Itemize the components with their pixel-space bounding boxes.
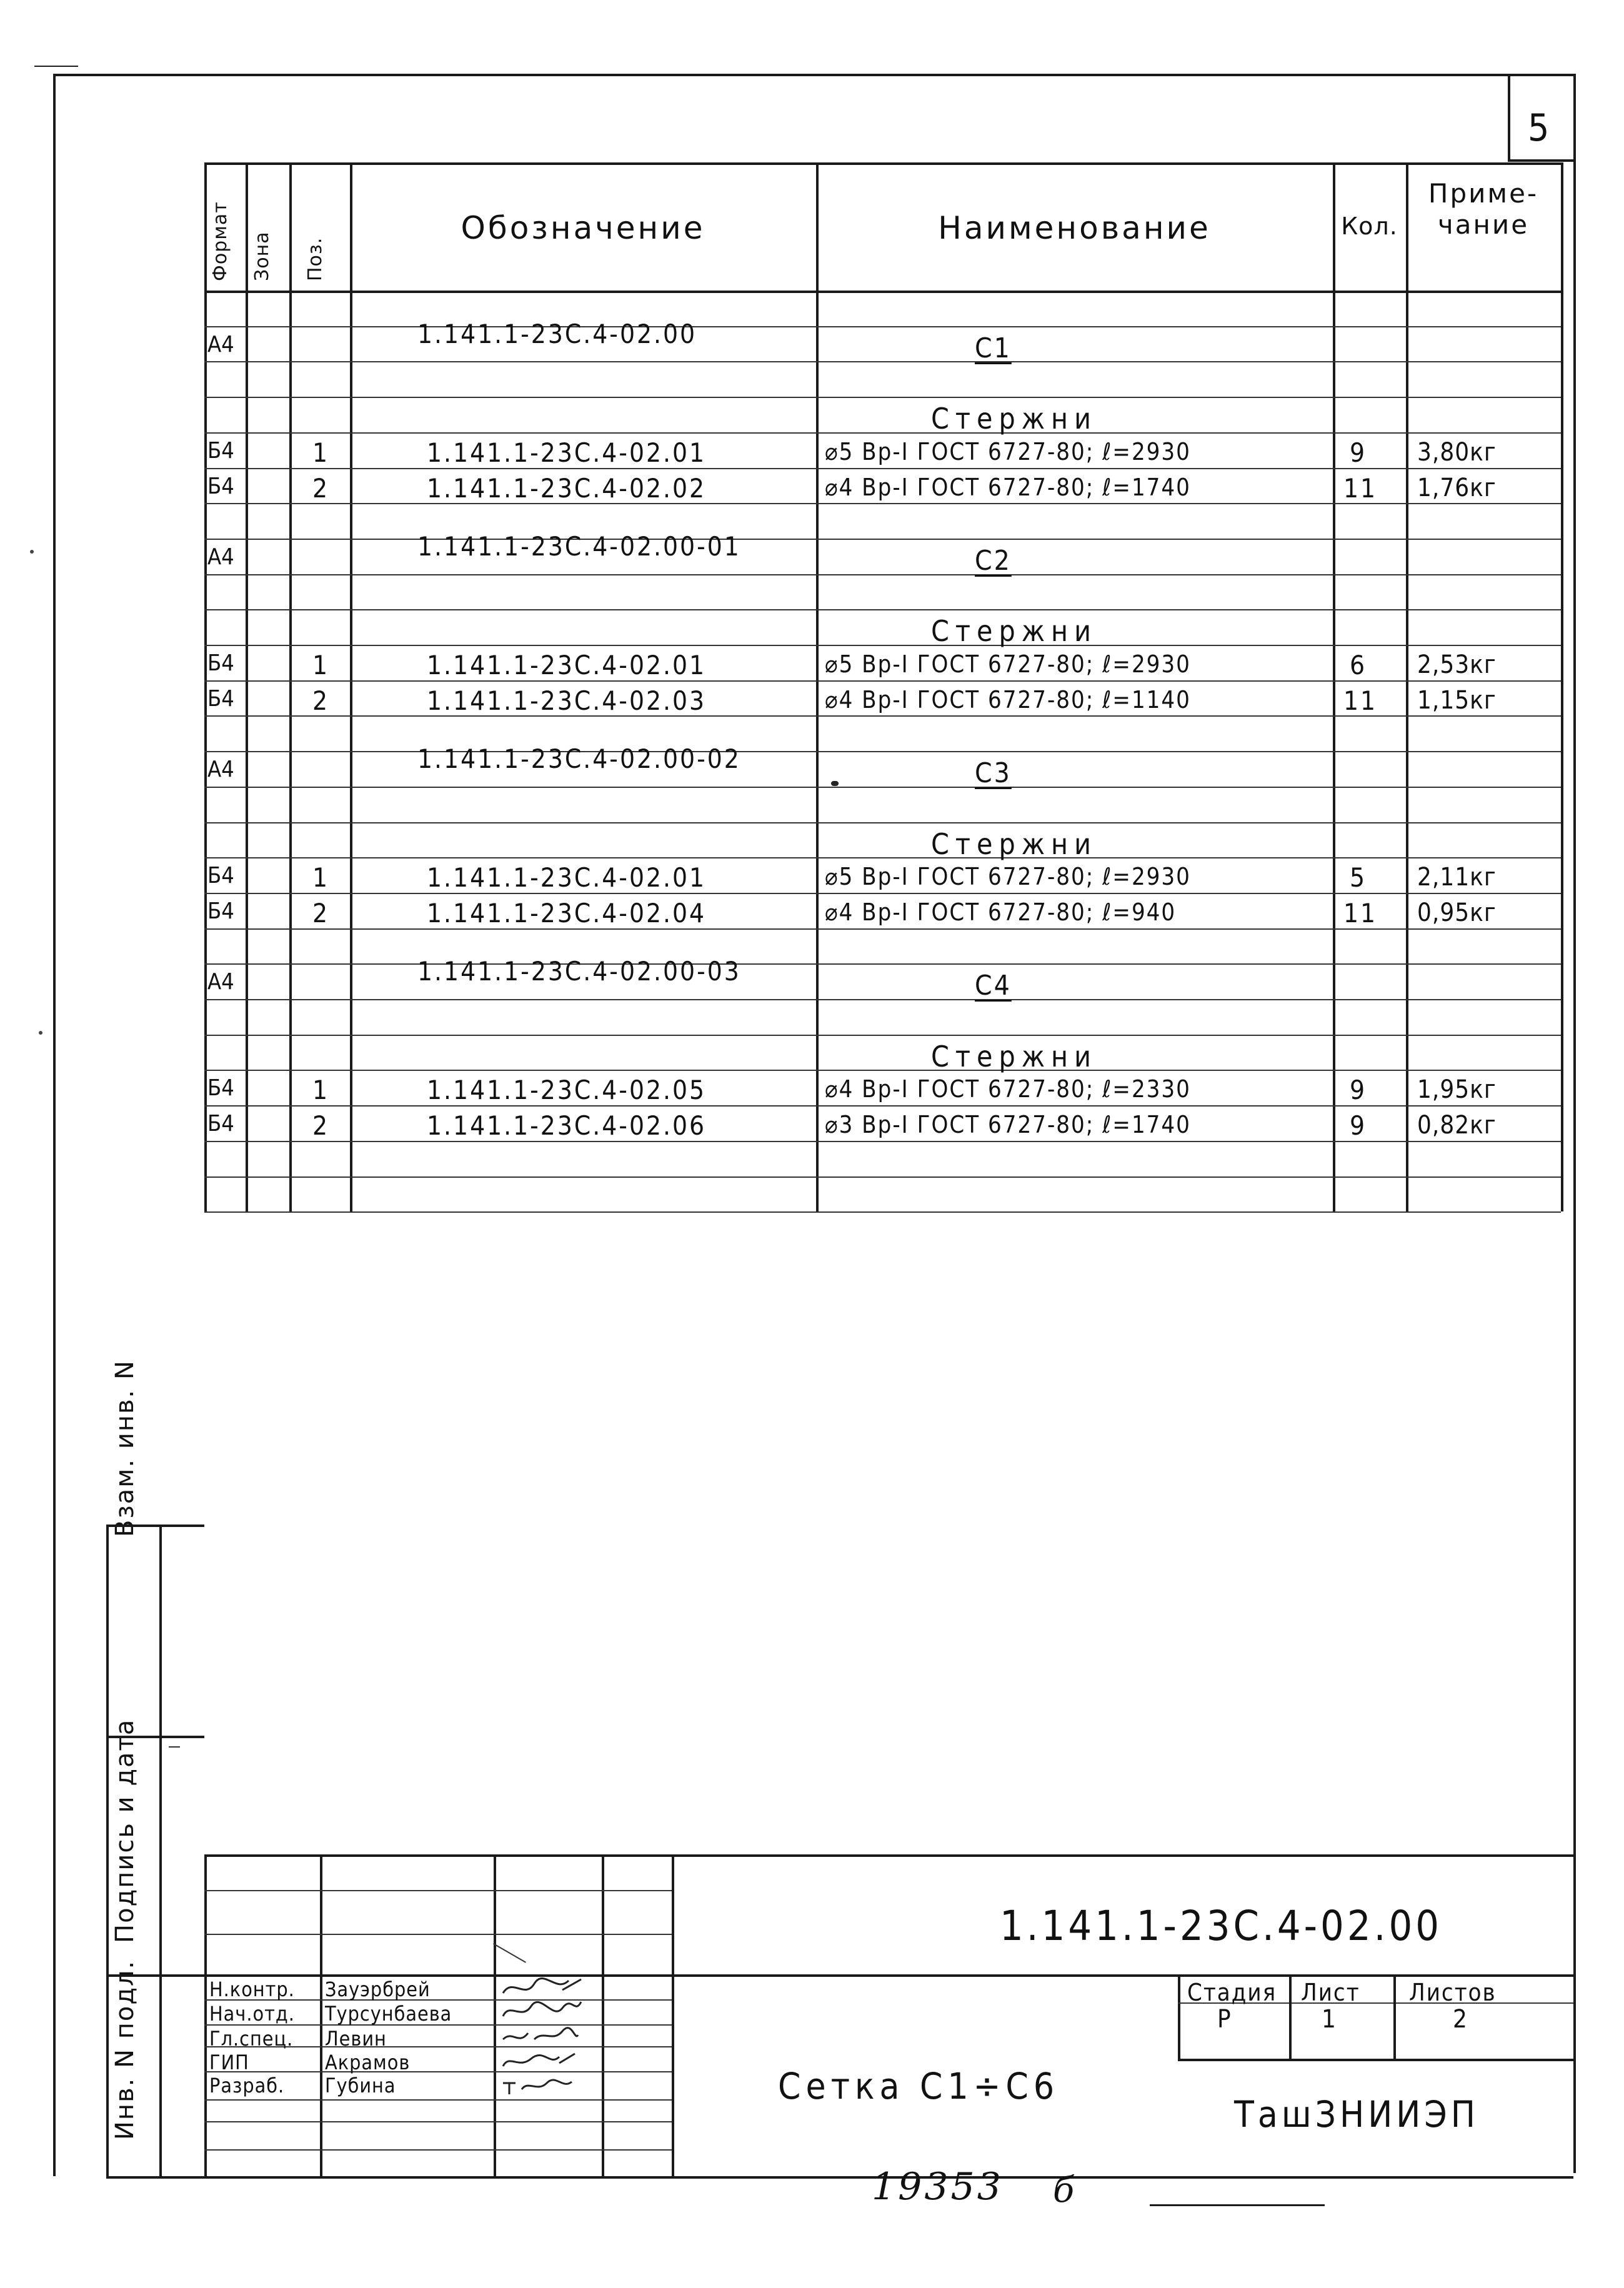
cell-note: 3,80кг [1417, 438, 1497, 467]
stage-box-left [1178, 1974, 1180, 2059]
document-code: 1.141.1-23С.4-02.00 [1000, 1902, 1442, 1950]
side-strip-div2 [106, 1974, 204, 1977]
signature-role: Гл.спец. [209, 2027, 294, 2051]
signature-name: Турсунбаева [325, 2002, 452, 2026]
cell-designation: 1.141.1-23С.4-02.03 [427, 685, 707, 716]
cell-name: ⌀4 Вр-I ГОСТ 6727-80; ℓ=940 [825, 898, 1177, 926]
cell-name-section: Стержни [931, 1040, 1097, 1073]
cell-quantity: 11 [1343, 473, 1378, 504]
signature-row-line [204, 2071, 672, 2072]
stage-label: Стадия [1187, 1979, 1277, 2006]
cell-format: Б4 [207, 898, 234, 924]
cell-position: 1 [312, 650, 330, 680]
cell-designation: 1.141.1-23С.4-02.01 [427, 437, 707, 468]
table-row-line [204, 928, 1561, 930]
signature-row-line [204, 1934, 672, 1935]
cell-note: 1,76кг [1417, 474, 1497, 502]
cell-quantity: 9 [1350, 1110, 1367, 1141]
table-row-line [204, 1141, 1561, 1142]
cell-designation: 1.141.1-23С.4-02.01 [427, 862, 707, 893]
table-row-line [204, 574, 1561, 575]
side-strip-div1 [106, 1736, 204, 1738]
table-row-line [204, 645, 1561, 646]
cell-designation: 1.141.1-23С.4-02.02 [427, 473, 707, 504]
signature-name: Зауэрбрей [325, 1977, 431, 2001]
cell-format: Б4 [207, 686, 234, 712]
cell-format: Б4 [207, 863, 234, 888]
organization-name: ТашЗНИИЭП [1234, 2093, 1480, 2136]
signature-name: Губина [325, 2074, 396, 2097]
side-label-sign-date: Подпись и дата [111, 1718, 139, 1943]
cell-quantity: 5 [1350, 862, 1367, 893]
header-format: Формат [209, 201, 231, 281]
sheets-label: Листов [1409, 1979, 1497, 2006]
cell-position: 2 [312, 473, 330, 504]
leader-line [493, 1943, 526, 1963]
handwritten-signature [500, 1999, 587, 2027]
signature-column-line [602, 1854, 604, 2176]
cell-note: 1,15кг [1417, 686, 1497, 715]
signature-role: Н.контр. [209, 1977, 295, 2001]
cell-name: ⌀5 Вр-I ГОСТ 6727-80; ℓ=2930 [825, 650, 1191, 678]
table-column-line [1333, 162, 1335, 1211]
cell-designation: 1.141.1-23С.4-02.06 [427, 1110, 707, 1141]
cell-position: 2 [312, 1110, 330, 1141]
signature-row-line [204, 2099, 672, 2101]
stray-top-mark [34, 66, 78, 67]
cell-name: ⌀4 Вр-I ГОСТ 6727-80; ℓ=1140 [825, 686, 1191, 714]
footer-line [1150, 2204, 1325, 2206]
header-name: Наименование [938, 210, 1211, 246]
cell-position: 1 [312, 1075, 330, 1105]
header-zone: Зона [251, 231, 273, 281]
cell-quantity: 9 [1350, 437, 1367, 468]
side-strip-left [106, 1525, 109, 2176]
signature-name: Левин [325, 2027, 387, 2051]
table-row-line [204, 893, 1561, 894]
cell-format: Б4 [207, 474, 234, 499]
table-row-line [204, 1105, 1561, 1107]
header-note: Приме- чание [1428, 178, 1539, 241]
table-row-line [204, 361, 1561, 362]
archive-number: 19353 [872, 2165, 1004, 2209]
side-strip-top [106, 1525, 204, 1527]
header-qty: Кол. [1341, 212, 1398, 240]
table-row-line [204, 609, 1561, 610]
title-code-bottom [672, 1974, 1573, 1977]
signature-column-line [494, 1854, 496, 2176]
table-row-line [204, 1035, 1561, 1036]
cell-quantity: 6 [1350, 650, 1367, 680]
document-title: Сетка С1÷С6 [778, 2065, 1060, 2107]
cell-quantity: 9 [1350, 1075, 1367, 1105]
scan-dot [39, 1031, 42, 1035]
table-row-line [204, 397, 1561, 398]
cell-note: 2,11кг [1417, 863, 1497, 892]
table-row-line [204, 1211, 1561, 1213]
signature-block-divider [204, 1974, 672, 1977]
title-block-left [204, 1854, 207, 2176]
table-row-line [204, 822, 1561, 823]
stage-col-1 [1289, 1974, 1292, 2059]
side-strip-mid [159, 1525, 162, 2176]
title-info-left [672, 1854, 674, 2176]
table-row-line [204, 857, 1561, 858]
cell-format: Б4 [207, 650, 234, 676]
sheet-number: 5 [1528, 106, 1550, 150]
scan-dot [831, 781, 839, 786]
cell-name: ⌀3 Вр-I ГОСТ 6727-80; ℓ=1740 [825, 1111, 1191, 1138]
cell-format: А4 [207, 332, 234, 357]
side-label-inv-podl: Инв. N подл. [111, 1959, 139, 2140]
frame-left [53, 74, 56, 2176]
cell-format: Б4 [207, 1111, 234, 1137]
signature-row-line [204, 1890, 672, 1891]
cell-name: ⌀5 Вр-I ГОСТ 6727-80; ℓ=2930 [825, 863, 1191, 890]
table-row-line [204, 468, 1561, 469]
cell-position: 2 [312, 685, 330, 716]
table-row-line [204, 1070, 1561, 1071]
table-column-line [350, 162, 352, 1211]
cell-name-assembly: С1 [975, 332, 1012, 364]
signature-column-line [320, 1854, 322, 2176]
cell-designation: 1.141.1-23С.4-02.00 [417, 319, 697, 349]
header-designation: Обозначение [461, 210, 705, 246]
header-pos: Поз. [304, 237, 326, 281]
cell-note: 0,82кг [1417, 1111, 1497, 1140]
side-mark [169, 1746, 180, 1748]
cell-quantity: 11 [1343, 685, 1378, 716]
cell-name-assembly: С3 [975, 757, 1012, 789]
cell-note: 1,95кг [1417, 1075, 1497, 1104]
table-header-bottom-line [204, 291, 1561, 293]
sheet-number-box-bottom [1508, 159, 1573, 162]
archive-number-suffix: б [1053, 2170, 1077, 2211]
table-column-line [816, 162, 819, 1211]
cell-designation: 1.141.1-23С.4-02.05 [427, 1075, 707, 1105]
cell-name: ⌀4 Вр-I ГОСТ 6727-80; ℓ=1740 [825, 474, 1191, 501]
side-label-inv-zam: Взам. инв. N [111, 1360, 139, 1537]
cell-format: А4 [207, 969, 234, 995]
title-block-top [204, 1854, 1573, 1857]
cell-position: 1 [312, 437, 330, 468]
cell-format: Б4 [207, 438, 234, 464]
table-row-line [204, 751, 1561, 752]
cell-designation: 1.141.1-23С.4-02.01 [427, 650, 707, 680]
table-row-line [204, 1176, 1561, 1178]
signature-row-line [204, 2121, 672, 2122]
frame-right [1573, 74, 1576, 2173]
table-row-line [204, 680, 1561, 682]
cell-name-assembly: С2 [975, 545, 1012, 577]
sheet-value: 1 [1322, 2005, 1338, 2034]
table-row-line [204, 787, 1561, 788]
cell-name-assembly: С4 [975, 970, 1012, 1002]
sheet-label: Лист [1301, 1979, 1360, 2006]
signature-role: Разраб. [209, 2074, 285, 2097]
table-column-line [1561, 162, 1563, 1211]
table-column-line [246, 162, 248, 1211]
cell-format: А4 [207, 544, 234, 570]
cell-name: ⌀4 Вр-I ГОСТ 6727-80; ℓ=2330 [825, 1075, 1191, 1103]
stage-value: Р [1217, 2005, 1233, 2034]
cell-format: Б4 [207, 1075, 234, 1101]
table-row-line [204, 999, 1561, 1000]
sheet-number-box-left [1508, 74, 1510, 161]
cell-designation: 1.141.1-23С.4-02.00-01 [417, 531, 741, 562]
scan-dot [30, 550, 34, 554]
cell-designation: 1.141.1-23С.4-02.00-02 [417, 744, 741, 774]
table-row-line [204, 432, 1561, 434]
signature-role: ГИП [209, 2051, 249, 2074]
frame-top [53, 74, 1573, 76]
table-row-line [204, 539, 1561, 540]
side-strip-bottom [106, 2176, 1573, 2179]
signature-role: Нач.отд. [209, 2002, 295, 2026]
cell-name-section: Стержни [931, 614, 1097, 648]
cell-designation: 1.141.1-23С.4-02.04 [427, 898, 707, 928]
signature-row-line [204, 2149, 672, 2151]
table-row-line [204, 326, 1561, 327]
cell-name: ⌀5 Вр-I ГОСТ 6727-80; ℓ=2930 [825, 438, 1191, 465]
cell-name-section: Стержни [931, 827, 1097, 861]
table-row-line [204, 963, 1561, 965]
signature-name: Акрамов [325, 2051, 411, 2074]
cell-designation: 1.141.1-23С.4-02.00-03 [417, 956, 741, 987]
cell-name-section: Стержни [931, 402, 1097, 435]
table-column-line [204, 162, 207, 1211]
cell-position: 2 [312, 898, 330, 928]
cell-format: А4 [207, 757, 234, 782]
cell-note: 2,53кг [1417, 650, 1497, 679]
cell-note: 0,95кг [1417, 898, 1497, 927]
cell-quantity: 11 [1343, 898, 1378, 928]
table-column-line [289, 162, 292, 1211]
stage-col-2 [1393, 1974, 1396, 2059]
sheets-value: 2 [1453, 2005, 1469, 2034]
cell-position: 1 [312, 862, 330, 893]
table-column-line [1406, 162, 1408, 1211]
table-header-top-line [204, 162, 1561, 165]
stage-box-bottom [1178, 2059, 1573, 2061]
handwritten-signature [500, 2071, 587, 2099]
